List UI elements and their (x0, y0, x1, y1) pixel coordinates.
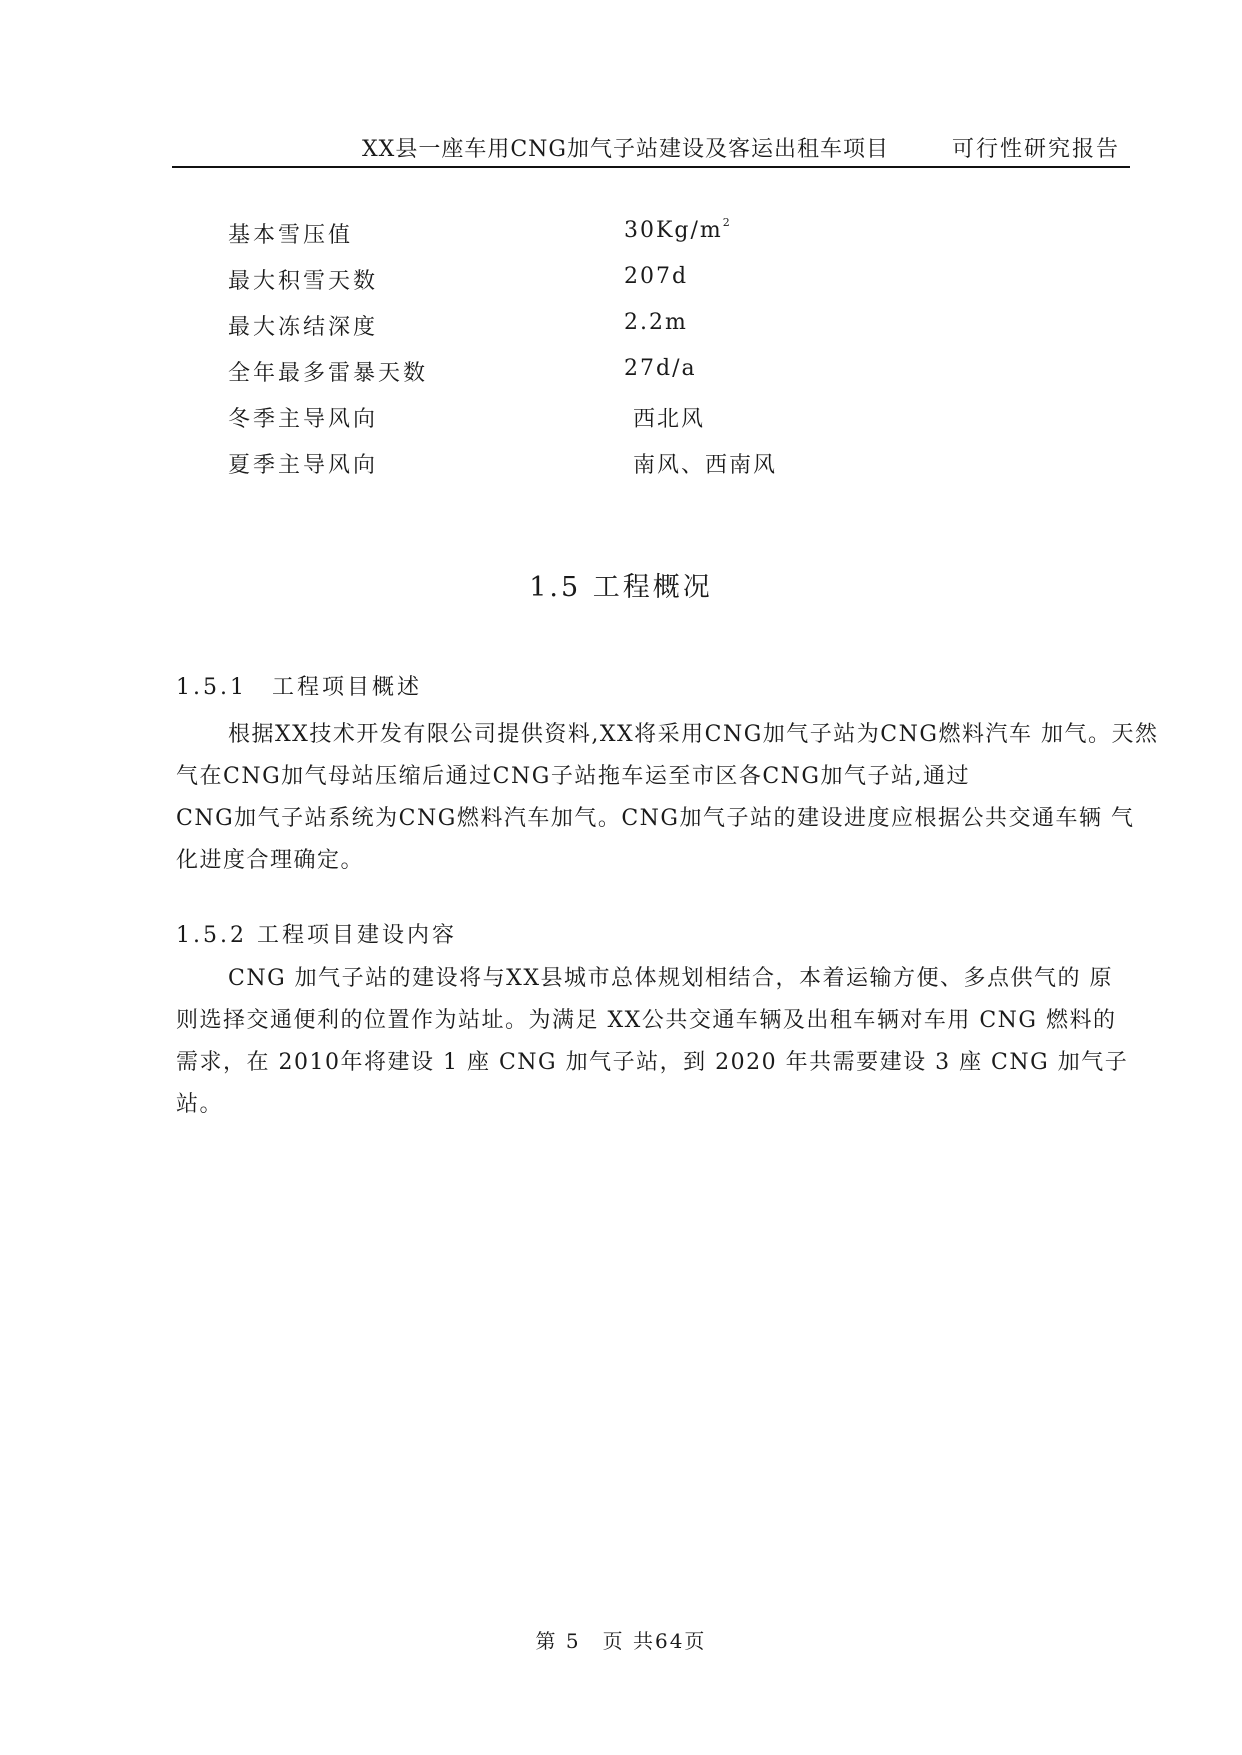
climate-row (228, 402, 848, 448)
paragraph-line: 气在CNG加气母站压缩后通过CNG子站拖车运至市区各CNG加气子站,通过 (176, 764, 970, 789)
climate-value: 207d (624, 264, 689, 289)
climate-row (228, 264, 848, 310)
climate-value: $30Kg/m^2$ (624, 216, 732, 243)
climate-row (228, 356, 848, 402)
climate-label: 最大积雪天数 (228, 269, 379, 294)
climate-value: 27d/a (624, 356, 697, 381)
paragraph-line: 站。 (176, 1092, 224, 1117)
paragraph-line: 化进度合理确定。 (176, 848, 365, 873)
climate-label: 夏季主导风向 (228, 453, 379, 478)
header-doc-type: 可行性研究报告 (951, 137, 1120, 162)
climate-row (228, 310, 848, 356)
climate-row (228, 218, 848, 264)
subsection-heading: 1.5.1 工程项目概述 (176, 675, 422, 700)
page-header (172, 128, 1130, 168)
paragraph-line: CNG加气子站系统为CNG燃料汽车加气。CNG加气子站的建设进度应根据公共交通车辆 气 (176, 806, 1135, 831)
header-title: XX县一座车用CNG加气子站建设及客运出租车项目 (362, 137, 889, 162)
subsection-heading: 1.5.2 工程项目建设内容 (176, 923, 457, 948)
paragraph (176, 958, 1146, 1126)
climate-label: 基本雪压值 (228, 223, 354, 248)
paragraph-line: CNG 加气子站的建设将与XX县城市总体规划相结合，本着运输方便、多点供气的 原 (228, 966, 1113, 991)
climate-row (228, 448, 848, 494)
climate-value: 南风、西南风 (633, 453, 778, 478)
climate-label: 全年最多雷暴天数 (228, 361, 429, 386)
paragraph-line: 则选择交通便利的位置作为站址。为满足 XX公共交通车辆及出租车辆对车用 CNG 燃料的 (176, 1008, 1117, 1033)
paragraph-line: 根据XX技术开发有限公司提供资料,XX将采用CNG加气子站为CNG燃料汽车 加气。天然 (228, 722, 1159, 747)
climate-label: 冬季主导风向 (228, 407, 379, 432)
section-title: 1.5 工程概况 (529, 572, 713, 603)
climate-value: 西北风 (633, 407, 706, 432)
climate-label: 最大冻结深度 (228, 315, 379, 340)
superscript: 2 (722, 216, 732, 229)
climate-value: 2.2m (624, 310, 688, 335)
paragraph-line: 需求，在 2010年将建设 1 座 CNG 加气子站，到 2020 年共需要建设 3 座 CNG 加气子 (176, 1050, 1129, 1075)
page-number: 第 5 页 共64页 (535, 1629, 707, 1653)
climate-table (228, 218, 848, 494)
paragraph (176, 714, 1159, 882)
